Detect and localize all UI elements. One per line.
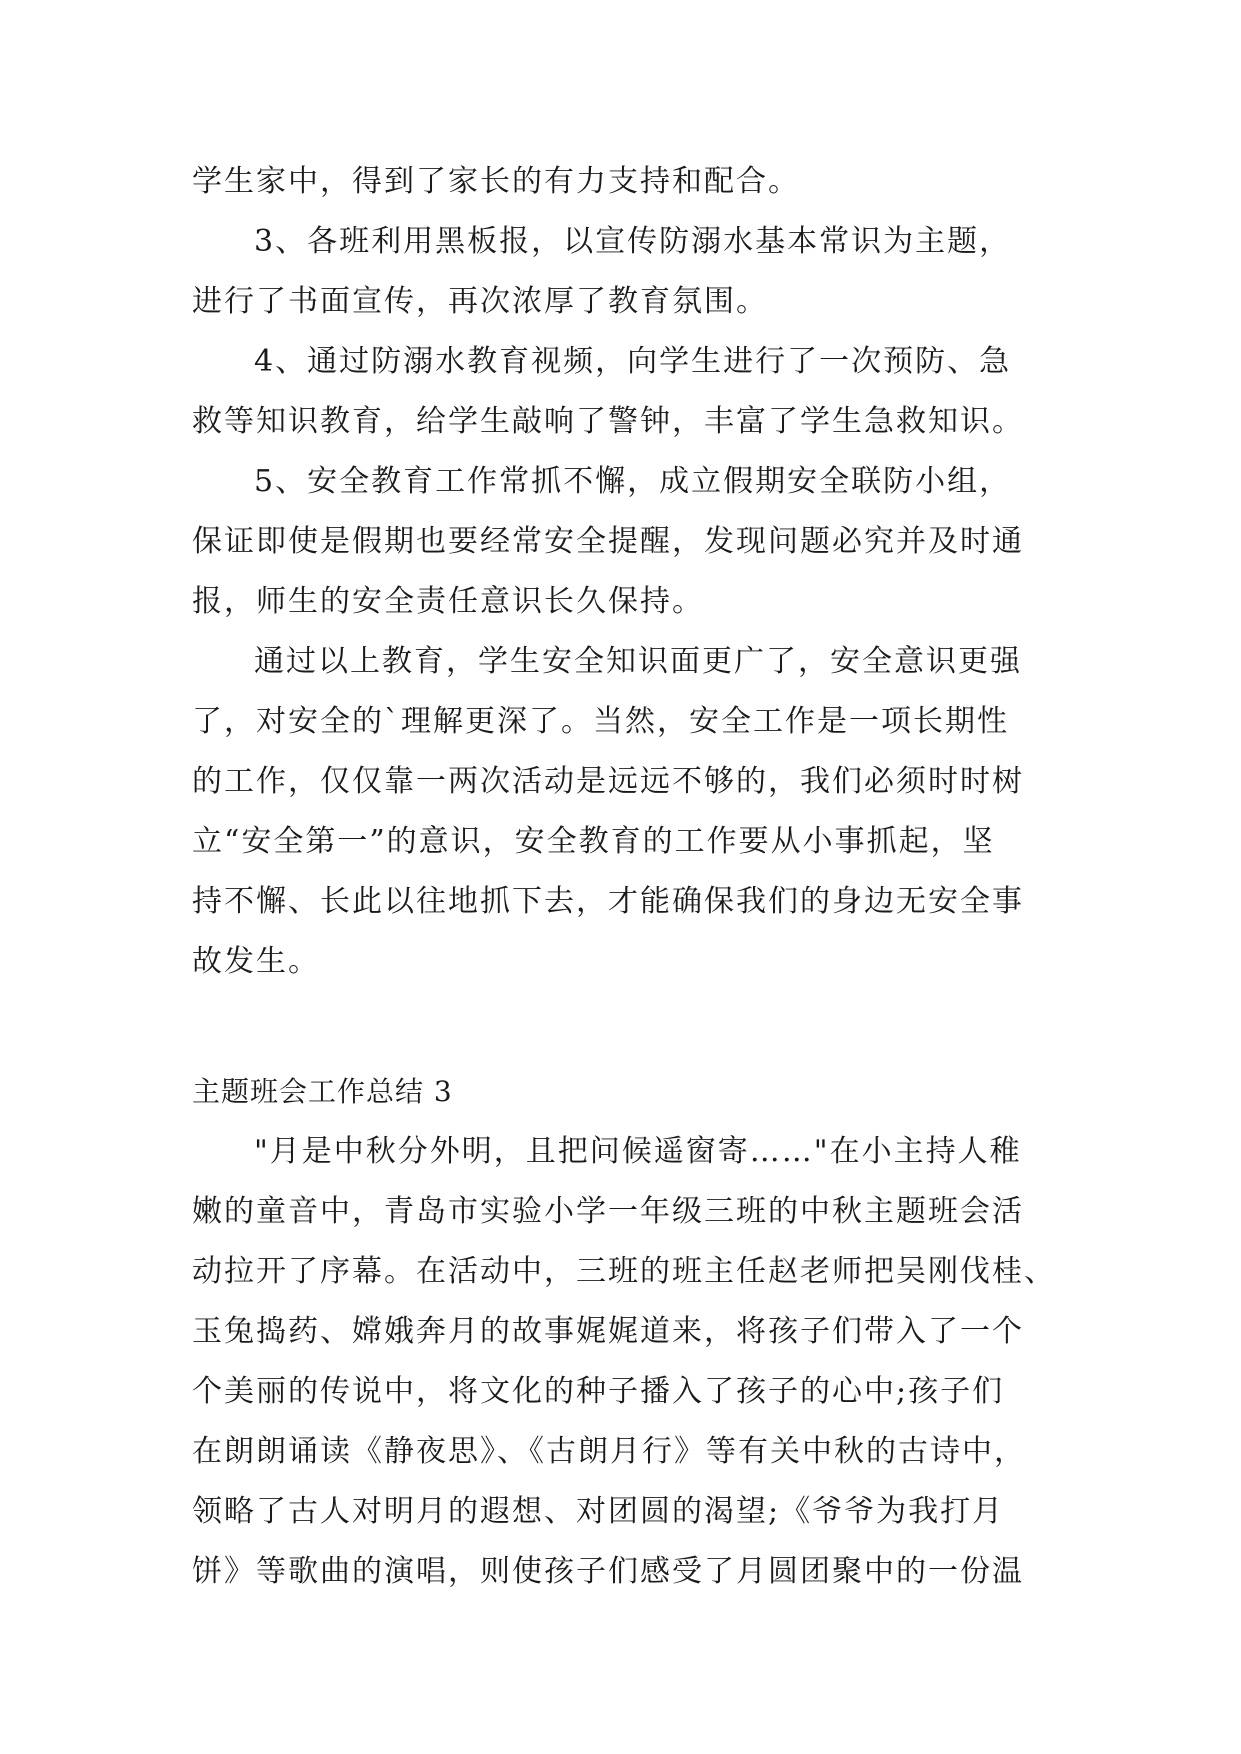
paragraph-line: 的工作，仅仅靠一两次活动是远远不够的，我们必须时时树 [192,764,1024,799]
paragraph-line: 个美丽的传说中，将文化的种子播入了孩子的心中;孩子们 [192,1374,1005,1409]
paragraph-line: 嫩的童音中，青岛市实验小学一年级三班的中秋主题班会活 [192,1194,1024,1229]
paragraph-line: 玉兔捣药、嫦娥奔月的故事娓娓道来，将孩子们带入了一个 [192,1314,1024,1349]
paragraph-line: 故发生。 [192,944,320,979]
paragraph-line: 进行了书面宣传，再次浓厚了教育氛围。 [192,284,768,319]
paragraph-line: 饼》等歌曲的演唱，则使孩子们感受了月圆团聚中的一份温 [192,1554,1024,1589]
paragraph-line: 在朗朗诵读《静夜思》、《古朗月行》等有关中秋的古诗中， [192,1434,1026,1469]
paragraph-line: 领略了古人对明月的遐想、对团圆的渴望;《爷爷为我打月 [192,1494,1005,1529]
paragraph-line: 了，对安全的`理解更深了。当然，安全工作是一项长期性 [192,704,1009,739]
paragraph-line: 4、通过防溺水教育视频，向学生进行了一次预防、急 [254,344,1012,379]
paragraph-line: 5、安全教育工作常抓不懈，成立假期安全联防小组， [254,464,1012,499]
paragraph-line: "月是中秋分外明，且把问候遥窗寄……"在小主持人稚 [254,1134,1022,1169]
paragraph-line: 通过以上教育，学生安全知识面更广了，安全意识更强 [254,644,1022,679]
paragraph-line: 救等知识教育，给学生敲响了警钟，丰富了学生急救知识。 [192,404,1024,439]
paragraph-line: 保证即使是假期也要经常安全提醒，发现问题必究并及时通 [192,524,1024,559]
paragraph-line: 立“安全第一”的意识，安全教育的工作要从小事抓起，坚 [192,824,995,859]
paragraph-line: 报，师生的安全责任意识长久保持。 [192,584,704,619]
paragraph-line: 3、各班利用黑板报，以宣传防溺水基本常识为主题， [254,224,1012,259]
section-heading: 主题班会工作总结 3 [192,1075,453,1108]
paragraph-line: 学生家中，得到了家长的有力支持和配合。 [192,164,800,199]
paragraph-line: 动拉开了序幕。在活动中，三班的班主任赵老师把吴刚伐桂、 [192,1254,1056,1289]
paragraph-line: 持不懈、长此以往地抓下去，才能确保我们的身边无安全事 [192,884,1024,919]
